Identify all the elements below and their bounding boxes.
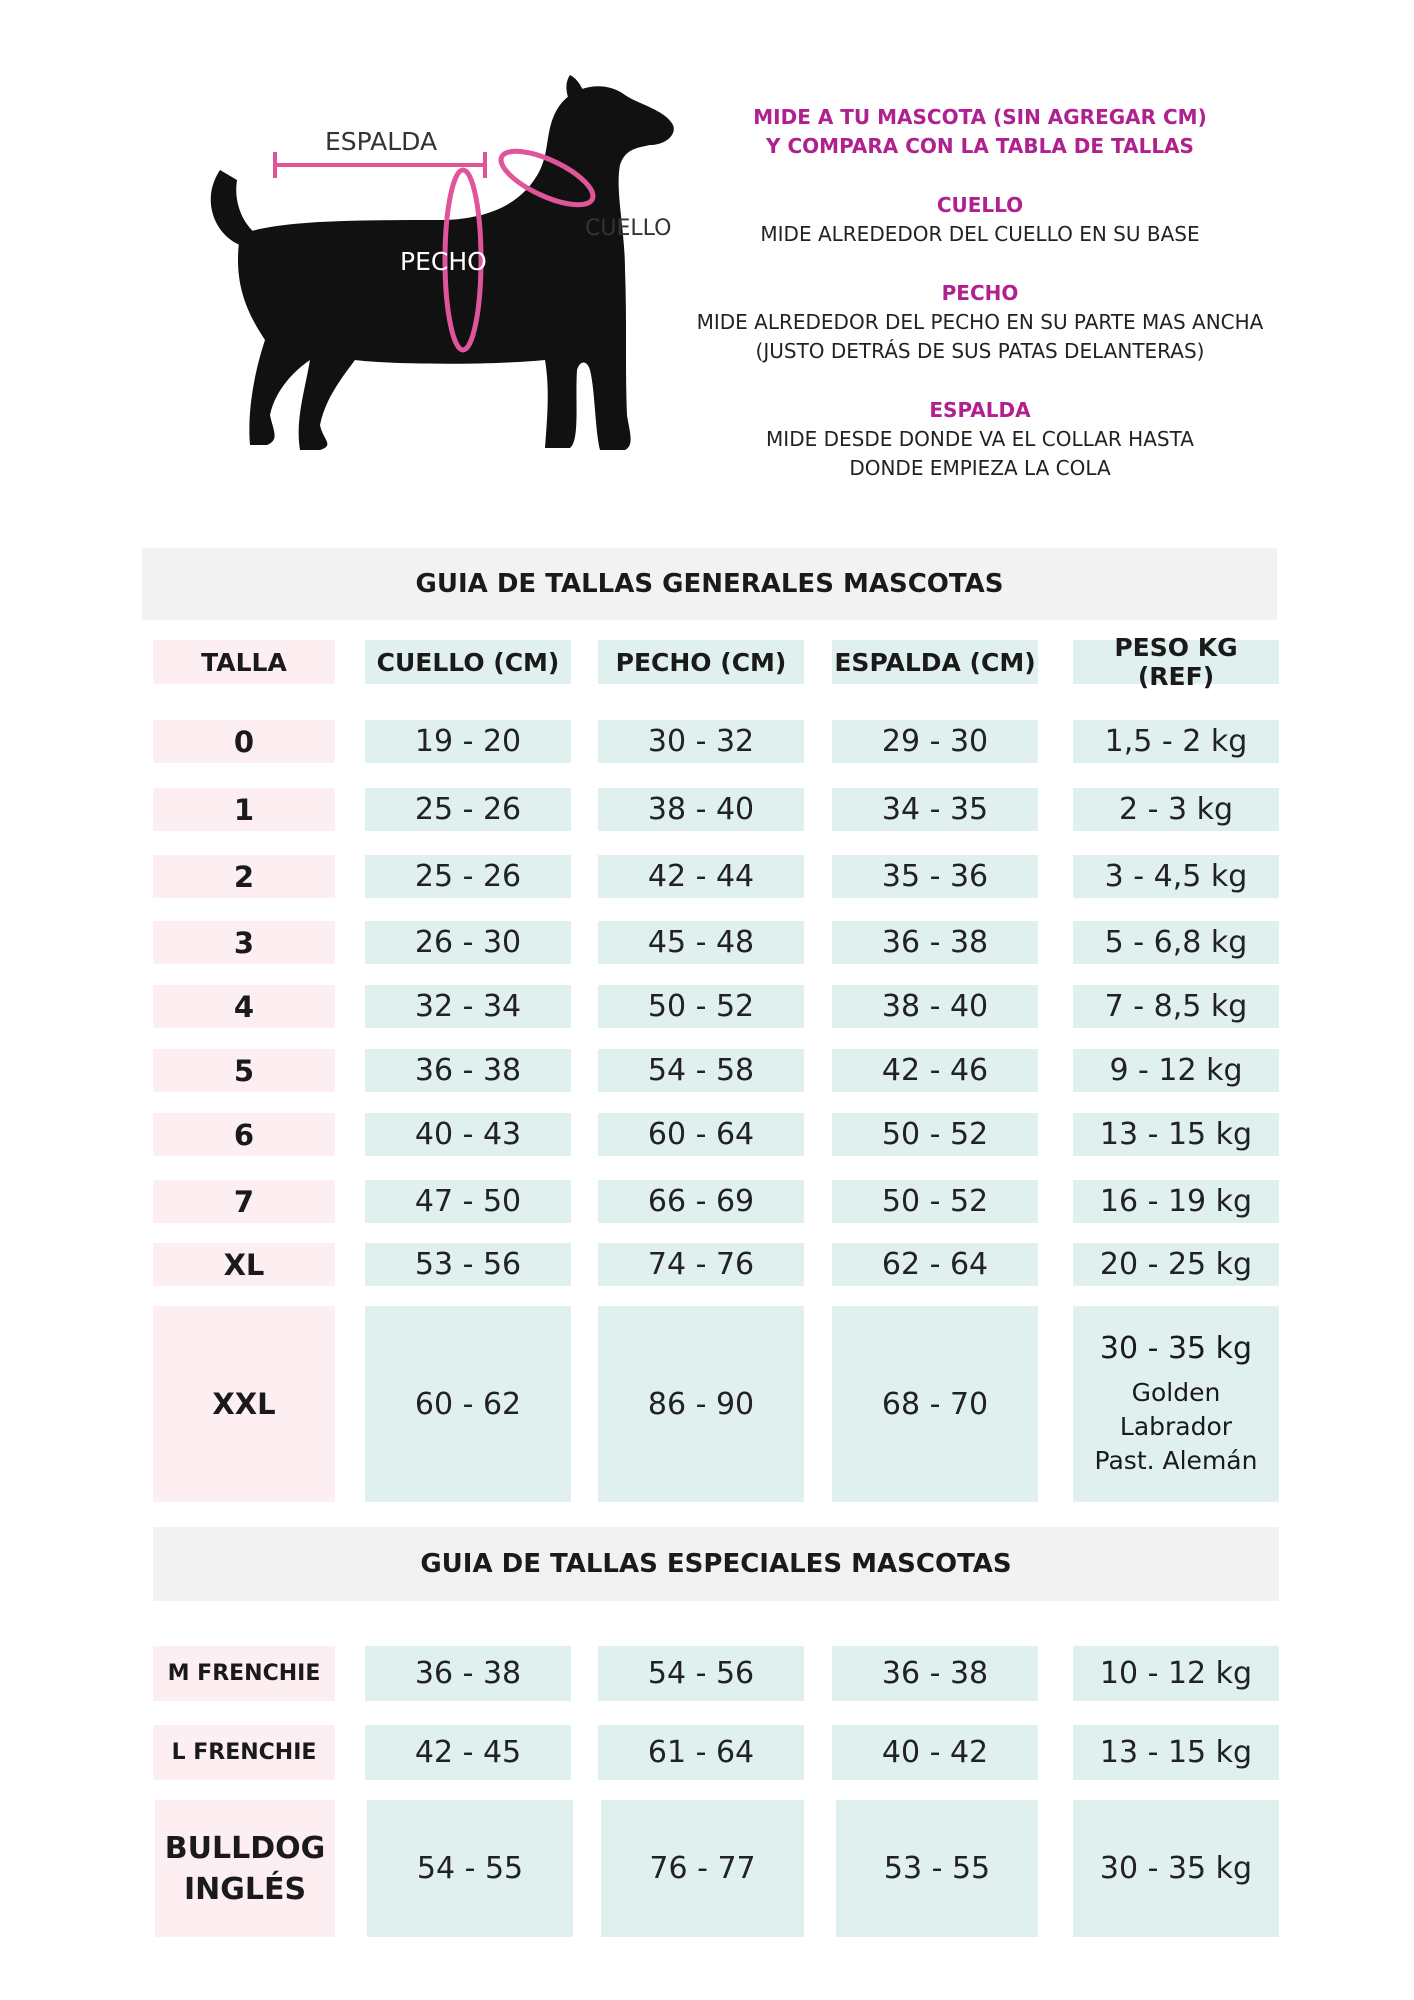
size-row-espalda-cell: 50 - 52 [832,1180,1038,1223]
size-row-pecho-cell: 66 - 69 [598,1180,804,1223]
size-row-cuello-cell: 40 - 43 [365,1113,571,1156]
column-header-pecho: PECHO (CM) [598,640,804,684]
size-row-talla-cell: 3 [153,921,335,964]
xxl-peso-value: 30 - 35 kg [1099,1330,1253,1366]
size-row-espalda-cell: 35 - 36 [832,855,1038,898]
size-row-pecho-cell: 74 - 76 [598,1243,804,1286]
special-row-peso-cell: 10 - 12 kg [1073,1646,1279,1701]
cuello-instruction: MIDE ALREDEDOR DEL CUELLO EN SU BASE [760,222,1200,246]
pecho-instruction-line1: MIDE ALREDEDOR DEL PECHO EN SU PARTE MAS ANCHA [696,310,1264,334]
size-row-talla-cell: 4 [153,985,335,1028]
size-row-espalda-cell: 36 - 38 [832,921,1038,964]
size-row-cuello-cell: 36 - 38 [365,1049,571,1092]
size-row-peso-cell: 2 - 3 kg [1073,788,1279,831]
dog-measurement-diagram [195,70,685,480]
espalda-instruction-line1: MIDE DESDE DONDE VA EL COLLAR HASTA [766,427,1194,451]
bulldog-pecho-cell: 76 - 77 [601,1800,804,1937]
size-row-peso-cell: 9 - 12 kg [1073,1049,1279,1092]
size-row-pecho-cell: 50 - 52 [598,985,804,1028]
special-row-talla-cell: L FRENCHIE [153,1725,335,1780]
special-row-talla-cell: M FRENCHIE [153,1646,335,1701]
size-row-peso-cell: 7 - 8,5 kg [1073,985,1279,1028]
size-row-cuello-cell: 25 - 26 [365,788,571,831]
size-row-talla-cell: 5 [153,1049,335,1092]
general-table-title: GUIA DE TALLAS GENERALES MASCOTAS [142,548,1277,620]
size-row-peso-cell: 16 - 19 kg [1073,1180,1279,1223]
size-row-cuello-cell: 47 - 50 [365,1180,571,1223]
size-row-espalda-cell: 29 - 30 [832,720,1038,763]
special-row-espalda-cell: 36 - 38 [832,1646,1038,1701]
bulldog-espalda-cell: 53 - 55 [836,1800,1038,1937]
cuello-diagram-label: CUELLO [585,216,672,241]
xxl-breed-labrador: Labrador [1119,1411,1233,1441]
size-row-pecho-cell: 38 - 40 [598,788,804,831]
xxl-espalda-cell: 68 - 70 [832,1306,1038,1502]
bulldog-name-line1: BULLDOG [164,1830,326,1866]
instructions-title-line1: MIDE A TU MASCOTA (SIN AGREGAR CM) [753,105,1207,129]
xxl-talla-cell: XXL [153,1306,335,1502]
size-row-espalda-cell: 62 - 64 [832,1243,1038,1286]
pecho-diagram-label: PECHO [400,247,487,276]
bulldog-name-cell [155,1800,335,1937]
espalda-heading: ESPALDA [929,398,1031,422]
size-row-cuello-cell: 32 - 34 [365,985,571,1028]
espalda-instruction-line2: DONDE EMPIEZA LA COLA [849,456,1111,480]
column-header-talla: TALLA [153,640,335,684]
xxl-breed-golden: Golden [1131,1377,1221,1407]
size-row-talla-cell: 6 [153,1113,335,1156]
size-row-talla-cell: 1 [153,788,335,831]
size-row-espalda-cell: 34 - 35 [832,788,1038,831]
column-header-peso: PESO KG (REF) [1073,640,1279,684]
xxl-cuello-cell: 60 - 62 [365,1306,571,1502]
instructions-title-line2: Y COMPARA CON LA TABLA DE TALLAS [766,134,1194,158]
size-row-peso-cell: 20 - 25 kg [1073,1243,1279,1286]
special-row-peso-cell: 13 - 15 kg [1073,1725,1279,1780]
xxl-breed-pastor: Past. Alemán [1094,1445,1258,1475]
xxl-peso-cell [1073,1306,1279,1502]
size-row-pecho-cell: 45 - 48 [598,921,804,964]
cuello-heading: CUELLO [936,193,1024,217]
special-table-title: GUIA DE TALLAS ESPECIALES MASCOTAS [153,1527,1279,1601]
size-row-espalda-cell: 38 - 40 [832,985,1038,1028]
xxl-pecho-cell: 86 - 90 [598,1306,804,1502]
special-row-pecho-cell: 61 - 64 [598,1725,804,1780]
size-row-cuello-cell: 26 - 30 [365,921,571,964]
size-row-espalda-cell: 50 - 52 [832,1113,1038,1156]
special-row-espalda-cell: 40 - 42 [832,1725,1038,1780]
size-row-talla-cell: XL [153,1243,335,1286]
measure-instructions [680,103,1280,483]
size-row-pecho-cell: 60 - 64 [598,1113,804,1156]
pecho-heading: PECHO [941,281,1019,305]
espalda-diagram-label: ESPALDA [325,127,438,156]
special-row-cuello-cell: 42 - 45 [365,1725,571,1780]
bulldog-cuello-cell: 54 - 55 [367,1800,573,1937]
size-row-pecho-cell: 30 - 32 [598,720,804,763]
size-row-pecho-cell: 54 - 58 [598,1049,804,1092]
size-row-talla-cell: 0 [153,720,335,763]
size-row-talla-cell: 2 [153,855,335,898]
special-row-pecho-cell: 54 - 56 [598,1646,804,1701]
size-row-peso-cell: 3 - 4,5 kg [1073,855,1279,898]
column-header-espalda: ESPALDA (CM) [832,640,1038,684]
size-row-cuello-cell: 53 - 56 [365,1243,571,1286]
size-row-cuello-cell: 19 - 20 [365,720,571,763]
size-row-peso-cell: 13 - 15 kg [1073,1113,1279,1156]
size-row-espalda-cell: 42 - 46 [832,1049,1038,1092]
size-row-pecho-cell: 42 - 44 [598,855,804,898]
size-row-peso-cell: 5 - 6,8 kg [1073,921,1279,964]
column-header-cuello: CUELLO (CM) [365,640,571,684]
size-row-peso-cell: 1,5 - 2 kg [1073,720,1279,763]
bulldog-peso-cell: 30 - 35 kg [1073,1800,1279,1937]
bulldog-name-line2: INGLÉS [183,1871,307,1907]
pecho-instruction-line2: (JUSTO DETRÁS DE SUS PATAS DELANTERAS) [755,339,1205,363]
size-row-cuello-cell: 25 - 26 [365,855,571,898]
special-row-cuello-cell: 36 - 38 [365,1646,571,1701]
size-row-talla-cell: 7 [153,1180,335,1223]
